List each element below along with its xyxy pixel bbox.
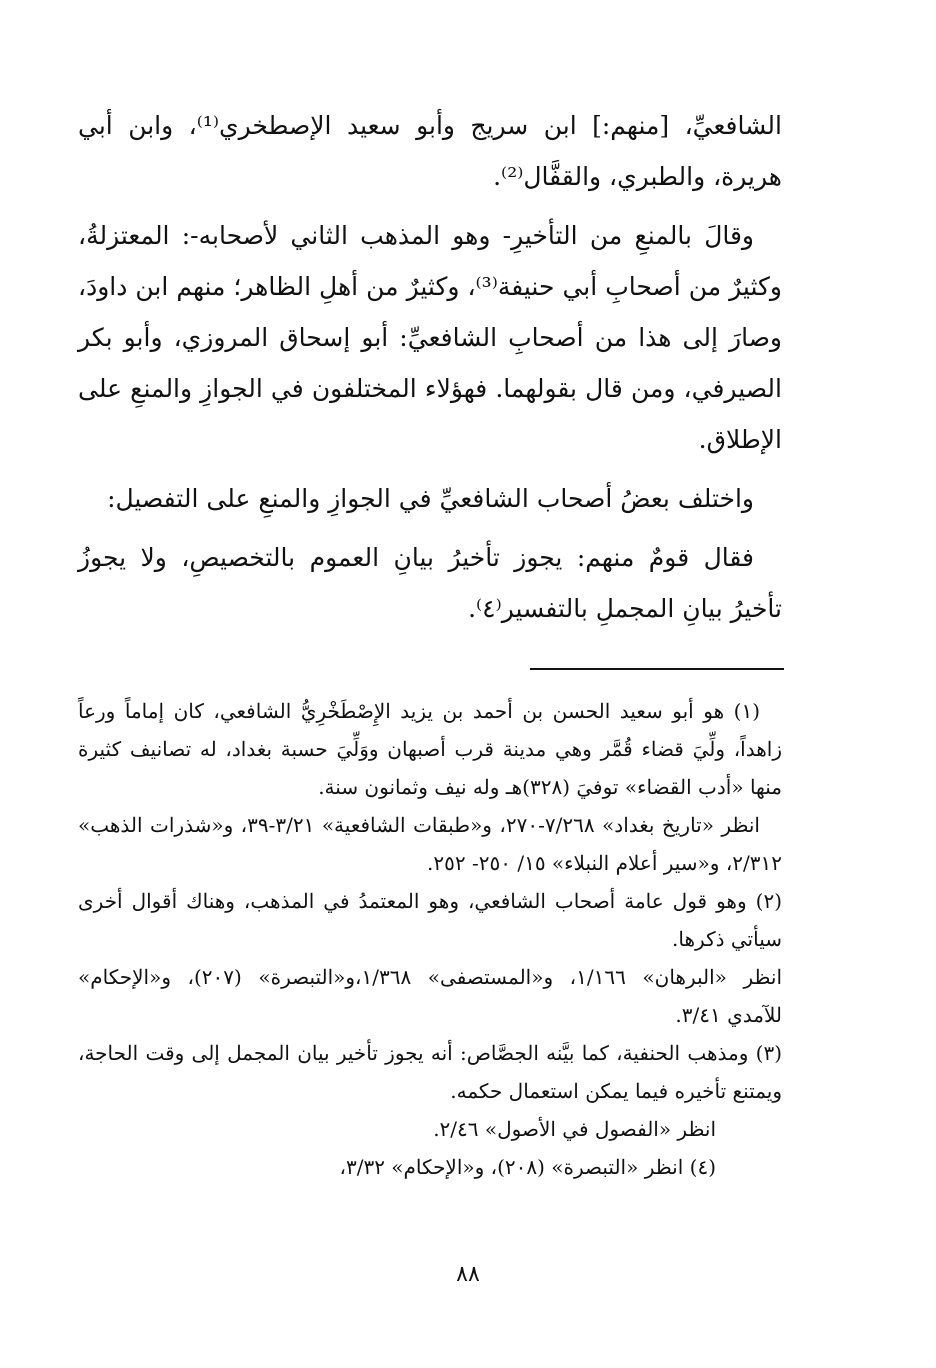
paragraph-2: وقالَ بالمنعِ من التأخيرِ- وهو المذهب الثاني لأصحابه-: المعتزلةُ، وكثيرٌ من أصحابِ أبي حنيفة⁽³⁾، وكثيرٌ من أهلِ الظاهر؛ منهم ابن داودَ، وصارَ إلى هذا من أصحابِ الشافعيِّ: أبو إسحاق المروزي، وأبو بكر الصيرفي، ومن قال بقولهما. فهؤلاء المختلفون في الجوازِ والمنعِ على الإطلاق. (78, 221, 782, 454)
footnote-2: (٢) وهو قول عامة أصحاب الشافعي، وهو المعتمدُ في المذهب، وهناك أقوال أخرى سيأتي ذكرها. (78, 889, 782, 951)
footnote-2-references: انظر «البرهان» ١/١٦٦، و«المستصفى» ١/٣٦٨،و«التبصرة» (٢٠٧)، و«الإحكام» للآمدي ٣/٤١. (78, 965, 783, 1027)
page-number: ٨٨ (456, 1262, 480, 1287)
footnote-4: (٤) انظر «التبصرة» (٢٠٨)، و«الإحكام» ٣/٣٢، (339, 1155, 716, 1179)
main-text (78, 100, 782, 634)
footnote-3-references: انظر «الفصول في الأصول» ٢/٤٦. (433, 1117, 716, 1141)
footnote-1-references: انظر «تاريخ بغداد» ٧/٢٦٨-٢٧٠، و«طبقات الشافعية» ٣/٢١-٣٩، و«شذرات الذهب» ٢/٣١٢، و«سير أعلام النبلاء» ١٥/ ٢٥٠- ٢٥٢. (78, 813, 782, 875)
paragraph-3: واختلف بعضُ أصحاب الشافعيِّ في الجوازِ والمنعِ على التفصيل: (107, 484, 754, 513)
footnote-1: (١) هو أبو سعيد الحسن بن أحمد بن يزيد الإِصْطَخْرِيُّ الشافعي، كان إماماً ورعاً زاهداً، ولِّيَ قضاء قُمَّر وهي مدينة قرب أصبهان ووَلِّيَ حسبة بغداد، له تصانيف كثيرة منها «أدب القضاء» توفيَ (٣٢٨)هـ وله نيف وثمانون سنة. (78, 699, 782, 799)
footnote-separator (530, 668, 784, 670)
paragraph-1: الشافعيِّ، [منهم:] ابن سريج وأبو سعيد الإصطخري⁽¹⁾، وابن أبي هريرة، والطبري، والقفَّال⁽²⁾. (78, 111, 782, 191)
paragraph-4: فقال قومٌ منهم: يجوز تأخيرُ بيانِ العموم بالتخصيصِ، ولا يجوزُ تأخيرُ بيانِ المجملِ بالتفسير⁽٤⁾. (78, 543, 782, 623)
footnotes (78, 692, 782, 1186)
footnote-3: (٣) ومذهب الحنفية، كما بيَّنه الجصَّاص: أنه يجوز تأخير بيان المجمل إلى وقت الحاجة، ويمتنع تأخيره فيما يمكن استعمال حكمه. (78, 1041, 782, 1103)
